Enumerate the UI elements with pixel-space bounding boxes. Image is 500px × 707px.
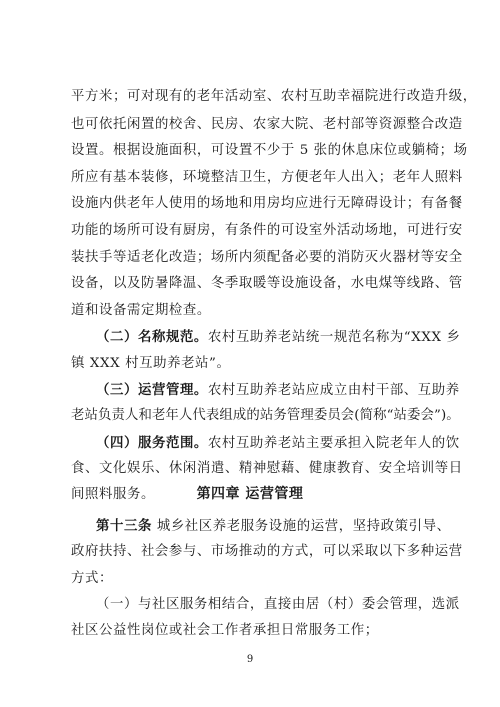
section-heading: （二）名称规范。	[96, 329, 208, 345]
section-heading: （四）服务范围。	[96, 435, 208, 451]
section-text: 农村互助养老站统一规范名称为“XXX 乡	[207, 330, 461, 345]
section-text: 农村互助养老站应成立由村干部、互助养	[207, 383, 460, 398]
paragraph-line: 政府扶持、社会参与、市场推动的方式，可以采取以下多种运营	[71, 544, 463, 559]
paragraph-line: 食、文化娱乐、休闲消遣、精神慰藉、健康教育、安全培训等日	[71, 461, 463, 476]
paragraph-line: 社区公益性岗位或社会工作者承担日常服务工作；	[71, 623, 379, 638]
section-name-standard	[96, 328, 461, 347]
paragraph-line: 老站负责人和老年人代表组成的站务管理委员会(简称“站委会”)。	[71, 408, 460, 423]
section-text: 农村互助养老站主要承担入院老年人的饮	[207, 436, 460, 451]
paragraph-line: 功能的场所可设有厨房，有条件的可设室外活动场地，可进行安	[71, 223, 463, 238]
paragraph-line: 设备，以及防暑降温、冬季取暖等设施设备，水电煤等线路、管	[71, 276, 463, 291]
paragraph-line: 间照料服务。	[71, 487, 155, 502]
paragraph-line: 方式：	[71, 571, 113, 586]
paragraph-line: 镇 XXX 村互助养老站”。	[71, 356, 231, 371]
paragraph-line: 平方米；可对现有的老年活动室、农村互助幸福院进行改造升级，	[71, 89, 477, 104]
article-heading: 第十三条	[96, 518, 152, 534]
chapter-heading: 第四章 运营管理	[196, 486, 304, 502]
section-service-scope	[96, 434, 460, 453]
article-text: 城乡社区养老服务设施的运营，坚持政策引导、	[151, 519, 451, 534]
section-operation-management	[96, 381, 460, 400]
paragraph-line: 设置。根据设施面积，可设置不少于 5 张的休息床位或躺椅；场	[71, 143, 468, 158]
article-13	[96, 517, 451, 536]
paragraph-line: （一）与社区服务相结合，直接由居（村）委会管理，选派	[96, 597, 460, 612]
paragraph-line: 也可依托闲置的校舍、民房、农家大院、老村部等资源整合改造	[71, 117, 463, 132]
section-heading: （三）运营管理。	[96, 382, 208, 398]
page-number: 9	[246, 654, 254, 665]
paragraph-line: 道和设备需定期检查。	[71, 303, 211, 318]
paragraph-line: 装扶手等适老化改造；场所内须配备必要的消防灭火器材等安全	[71, 250, 463, 265]
paragraph-line: 设施内供老年人使用的场地和用房均应进行无障碍设计；有备餐	[71, 196, 463, 211]
paragraph-line: 所应有基本装修，环境整洁卫生，方便老年人出入；老年人照料	[71, 170, 463, 185]
